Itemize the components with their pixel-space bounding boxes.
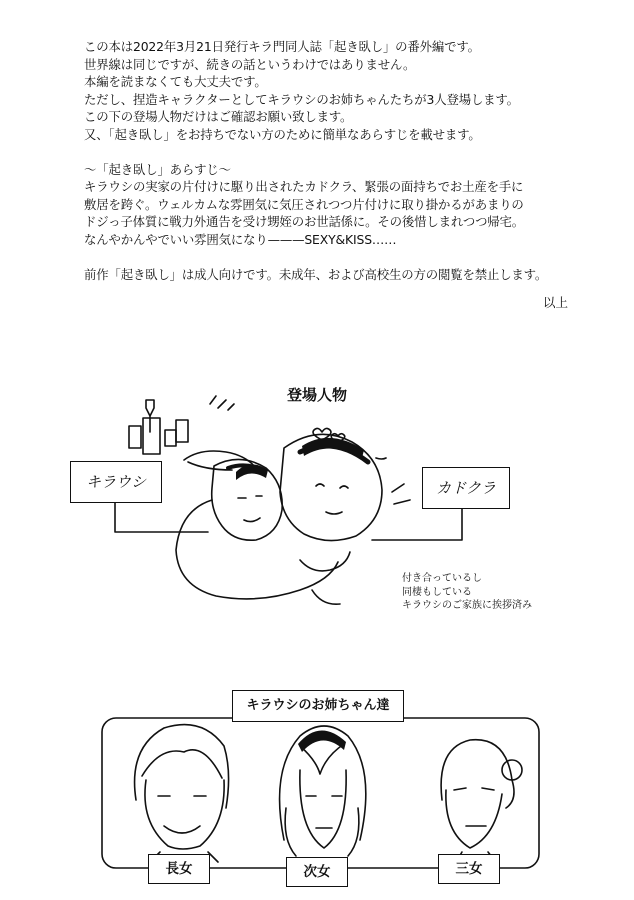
bottles-icon (129, 400, 188, 454)
signoff: 以上 (542, 295, 568, 310)
kadokura-connector-line (372, 507, 462, 540)
age-warning: 前作「起き臥し」は成人向けです。未成年、および高校生の方の閲覧を禁止します。 (84, 266, 548, 282)
sister-label-third: 三女 (438, 854, 500, 884)
note-line: キラウシのご家族に挨拶済み (402, 600, 532, 611)
synopsis-line: キラウシの実家の片付けに駆り出されたカドクラ、緊張の面持ちでお土産を手に (84, 179, 524, 195)
sister-2-portrait (280, 726, 366, 856)
kiraushi-name-box: キラウシ (70, 461, 162, 503)
sister-label-eldest: 長女 (148, 854, 210, 884)
intro-line: この本は2022年3月21日発行キラ門同人誌「起き臥し」の番外編です。 (84, 39, 480, 54)
sister-3-portrait (441, 740, 522, 862)
intro-line: 本編を読まなくても大丈夫です。 (84, 74, 267, 90)
cast-title: 登場人物 (286, 386, 347, 404)
synopsis-title: 〜「起き臥し」あらすじ〜 (84, 161, 231, 177)
intro-line: ただし、捏造キャラクターとしてキラウシのお姉ちゃんたちが3人登場します。 (84, 91, 519, 107)
synopsis-line: ドジっ子体質に戦力外通告を受け甥姪のお世話係に。その後惜しまれつつ帰宅。 (84, 214, 525, 230)
synopsis-line: 敷居を跨ぐ。ウェルカムな雰囲気に気圧されつつ片付けに取り掛かるがあまりの (84, 196, 524, 212)
note-line: 同棲もしている (402, 586, 472, 598)
intro-line: 世界線は同じですが、続きの話というわけではありません。 (84, 56, 416, 72)
note-line: 付き合っているし (402, 573, 482, 584)
relationship-note (402, 572, 532, 613)
synopsis-line: なんやかんやでいい雰囲気になり———SEXY&KISS…… (84, 231, 397, 247)
sisters-header: キラウシのお姉ちゃん達 (232, 690, 404, 722)
sister-1-portrait (135, 725, 229, 862)
kiraushi-connector-line (115, 501, 208, 532)
intro-line: 又、「起き臥し」をお持ちでない方のために簡単なあらすじを載せます。 (84, 126, 481, 142)
couple-illustration (176, 396, 410, 604)
kadokura-name-box: カドクラ (422, 467, 510, 509)
sister-label-second: 次女 (286, 857, 348, 887)
intro-line: この下の登場人物だけはご確認お願い致します。 (84, 109, 353, 125)
